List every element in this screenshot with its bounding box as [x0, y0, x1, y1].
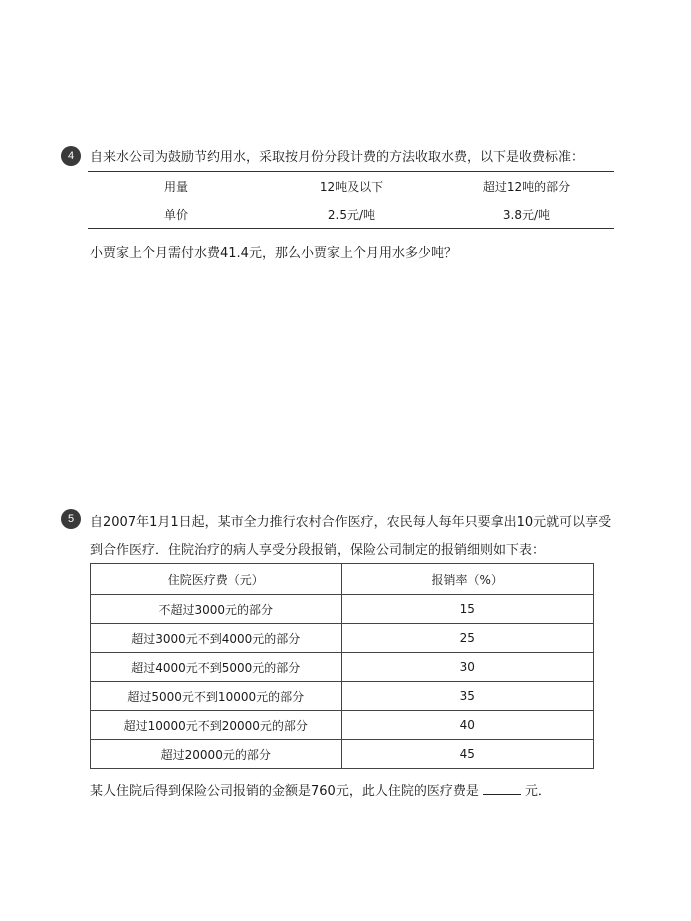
question-number-badge: 4 — [61, 146, 81, 166]
table-cell: 超过20000元的部分 — [91, 740, 342, 769]
water-fee-table — [88, 171, 614, 229]
table-cell: 超过12吨的部分 — [439, 172, 614, 201]
table-cell: 用量 — [88, 172, 264, 201]
table-cell: 12吨及以下 — [264, 172, 439, 201]
table-row — [91, 653, 594, 682]
question-5-intro-line2: 到合作医疗．住院治疗的病人享受分段报销，保险公司制定的报销细则如下表： — [90, 543, 546, 558]
table-row — [91, 682, 594, 711]
question-5-text-after: 元． — [524, 784, 551, 799]
table-cell: 45 — [341, 740, 594, 769]
table-cell: 超过5000元不到10000元的部分 — [91, 682, 342, 711]
table-cell: 30 — [341, 653, 594, 682]
table-header-cell: 住院医疗费（元） — [91, 564, 342, 595]
table-cell: 40 — [341, 711, 594, 740]
table-cell: 单价 — [88, 200, 264, 229]
table-row — [91, 711, 594, 740]
question-4-text: 小贾家上个月需付水费41.4元，那么小贾家上个月用水多少吨？ — [90, 246, 457, 261]
table-row — [88, 200, 614, 229]
table-row — [88, 172, 614, 201]
table-cell: 35 — [341, 682, 594, 711]
table-header-cell: 报销率（%） — [341, 564, 594, 595]
question-5-intro-line1: 自2007年1月1日起，某市全力推行农村合作医疗，农民每人每年只要拿出10元就可以享受 — [90, 515, 612, 530]
question-4-intro: 自来水公司为鼓励节约用水，采取按月份分段计费的方法收取水费，以下是收费标准： — [90, 150, 585, 165]
table-cell: 超过10000元不到20000元的部分 — [91, 711, 342, 740]
table-row — [91, 595, 594, 624]
table-cell: 25 — [341, 624, 594, 653]
table-header-row — [91, 564, 594, 595]
answer-blank[interactable] — [483, 782, 521, 795]
table-cell: 超过4000元不到5000元的部分 — [91, 653, 342, 682]
reimbursement-table — [90, 563, 594, 769]
table-cell: 不超过3000元的部分 — [91, 595, 342, 624]
question-5-text-before: 某人住院后得到保险公司报销的金额是760元，此人住院的医疗费是 — [90, 784, 479, 799]
table-cell: 超过3000元不到4000元的部分 — [91, 624, 342, 653]
table-cell: 3.8元/吨 — [439, 200, 614, 229]
question-number-badge: 5 — [61, 509, 81, 529]
question-5-text — [90, 782, 551, 802]
table-cell: 2.5元/吨 — [264, 200, 439, 229]
table-cell: 15 — [341, 595, 594, 624]
table-row — [91, 740, 594, 769]
table-row — [91, 624, 594, 653]
